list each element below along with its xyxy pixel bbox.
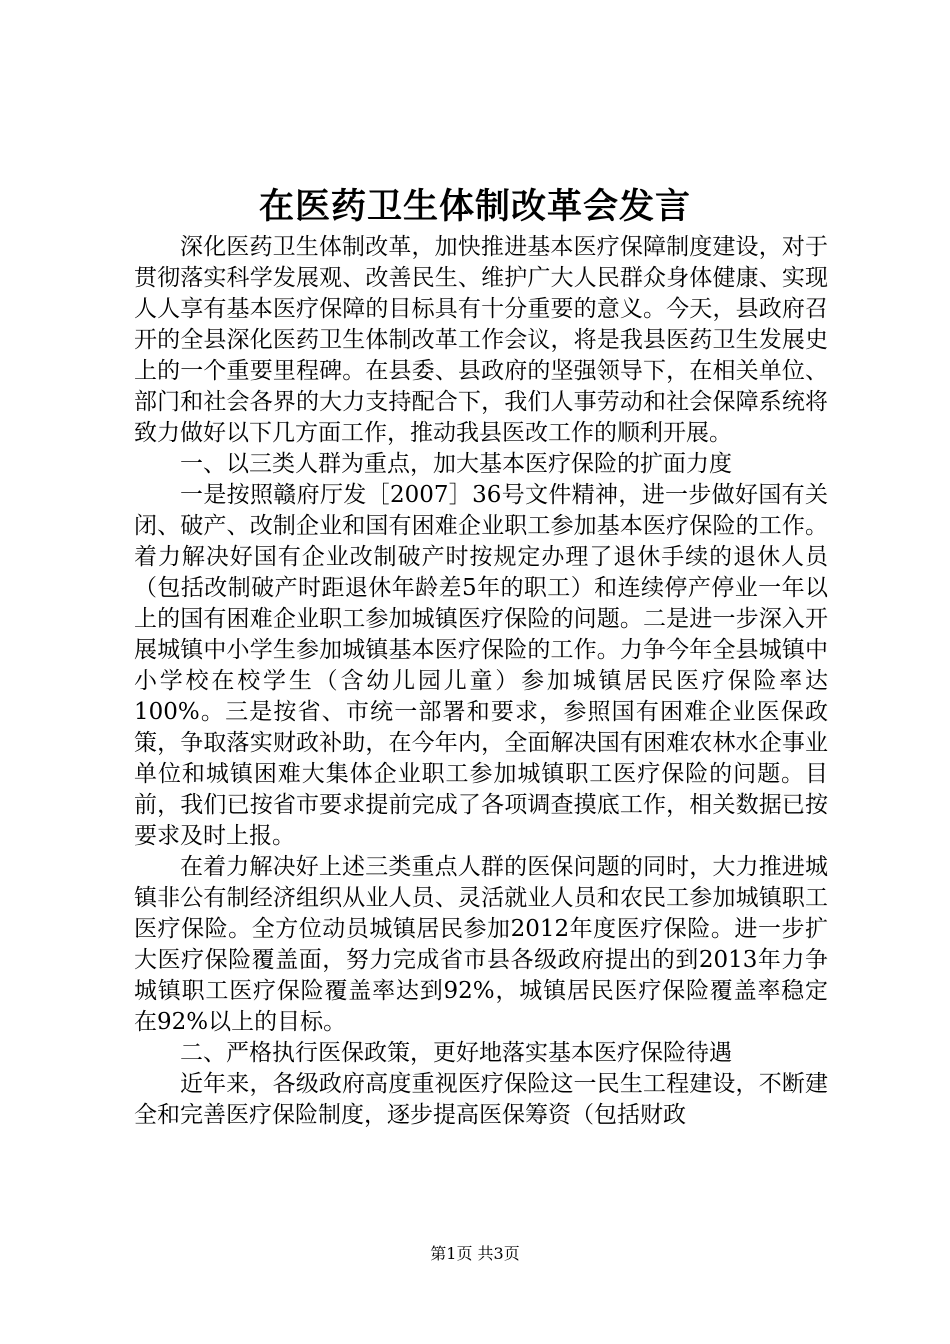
paragraph-intro: 深化医药卫生体制改革，加快推进基本医疗保障制度建设，对于贯彻落实科学发展观、改善民生、维护广大人民群众身体健康、实现人人享有基本医疗保障的目标具有十分重要的意义。今天，县政府召开的全县深化医药卫生体制改革工作会议，将是我县医药卫生发展史上的一个重要里程碑。在县委、县政府的坚强领导下，在相关单位、部门和社会各界的大力支持配合下，我们人事劳动和社会保障系统将致力做好以下几方面工作，推动我县医改工作的顺利开展。 [134, 234, 828, 446]
section-heading-2: 二、严格执行医保政策，更好地落实基本医疗保险待遇 [180, 1040, 732, 1066]
paragraph-section-1-continued: 在着力解决好上述三类重点人群的医保问题的同时，大力推进城镇非公有制经济组织从业人员、灵活就业人员和农民工参加城镇职工医疗保险。全方位动员城镇居民参加2012年度医疗保险。进一步扩大医疗保险覆盖面，努力完成省市县各级政府提出的到2013年力争城镇职工医疗保险覆盖率达到92%，城镇居民医疗保险覆盖率稳定在92%以上的目标。 [134, 854, 828, 1035]
document-title: 在医药卫生体制改革会发言 [258, 186, 691, 227]
section-heading-1: 一、以三类人群为重点，加大基本医疗保险的扩面力度 [180, 451, 732, 477]
paragraph-section-1: 一是按照赣府厅发［2007］36号文件精神，进一步做好国有关闭、破产、改制企业和国有困难企业职工参加基本医疗保险的工作。着力解决好国有企业改制破产时按规定办理了退休手续的退休人员（包括改制破产时距退休年龄差5年的职工）和连续停产停业一年以上的国有困难企业职工参加城镇医疗保险的问题。二是进一步深入开展城镇中小学生参加城镇基本医疗保险的工作。力争今年全县城镇中小学校在校学生（含幼儿园儿童）参加城镇居民医疗保险率达100%。三是按省、市统一部署和要求，参照国有困难企业医保政策，争取落实财政补助，在今年内，全面解决国有困难农林水企事业单位和城镇困难大集体企业职工参加城镇职工医疗保险的问题。目前，我们已按省市要求提前完成了各项调查摸底工作，相关数据已按要求及时上报。 [134, 482, 828, 849]
paragraph-section-2: 近年来，各级政府高度重视医疗保险这一民生工程建设，不断建全和完善医疗保险制度，逐步提高医保筹资（包括财政 [134, 1071, 828, 1128]
page-footer: 第1页 共3页 [430, 1244, 520, 1263]
document-body [134, 232, 828, 1131]
